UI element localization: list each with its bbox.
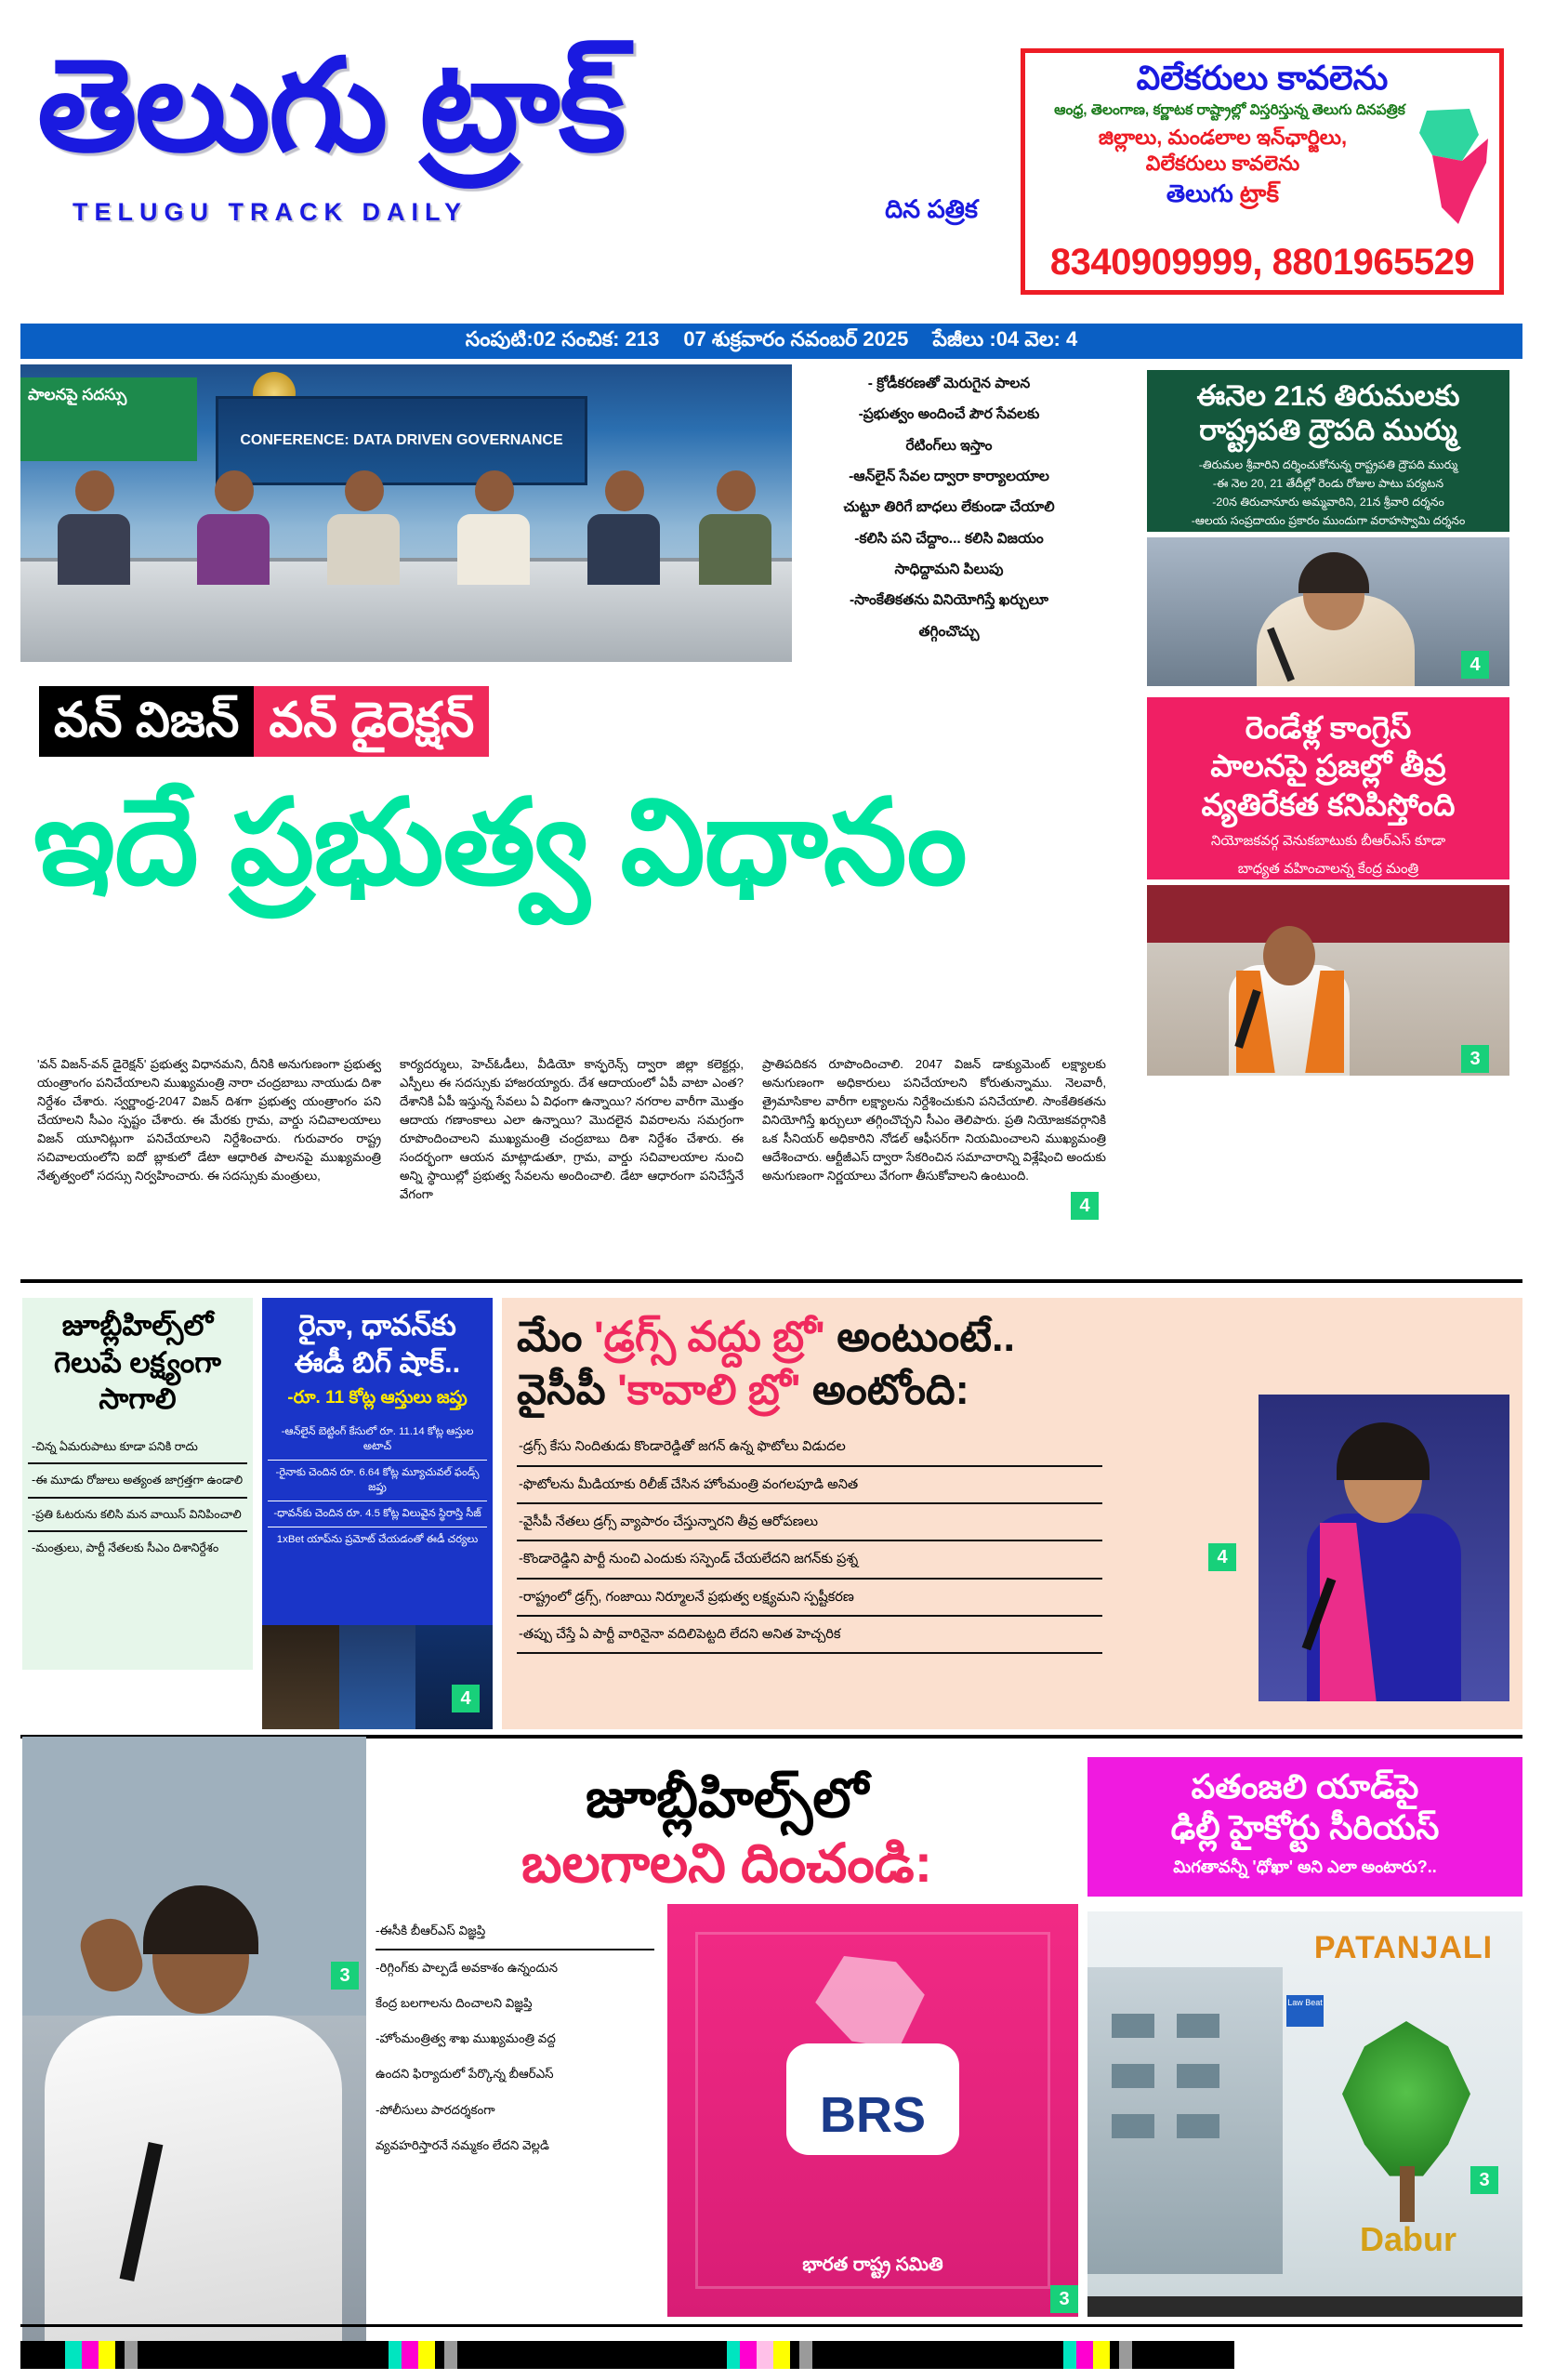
- page-badge[interactable]: 3: [1461, 1045, 1489, 1073]
- kicker-red: వన్ డైరెక్షన్: [254, 686, 489, 757]
- peachbox-bullet: -ఫొటోలను మీడియాకు రిలీజ్ చేసిన హోంమంత్రి వంగలపూడి అనిత: [517, 1467, 1102, 1504]
- mintbox-bullets: [28, 1431, 247, 1564]
- photo-footer-strip: [1087, 2296, 1522, 2317]
- dabur-brand-text: Dabur: [1359, 2220, 1456, 2258]
- lead-bullet: - క్రోడీకరణతో మెరుగైన పాలన: [867, 376, 1031, 391]
- kicker-black: వన్ విజన్: [39, 686, 254, 757]
- colorbar-segment: [65, 2341, 82, 2369]
- mintbox-headline-line2: గెలుపే లక్ష్యంగా: [54, 1345, 221, 1379]
- bottom-divider: [20, 2324, 1522, 2327]
- jubilee-forces-headline: [376, 1766, 1078, 1896]
- lead-bullet: రేటింగ్‌లు ఇస్తాం: [905, 437, 993, 454]
- mintbox-bullet: -చిన్న ఏమరుపాటు కూడా పనికి రాదు: [28, 1431, 247, 1464]
- greenbox-bullet: -ఈ నెల 20, 21 తేదీల్లో రెండు రోజుల పాటు పర్యటన: [1212, 477, 1444, 491]
- pages-price: పేజీలు :04 వెల: 4: [932, 326, 1078, 350]
- lead-bullet: -ఆన్‌లైన్ సేవల ద్వారా కార్యాలయాల: [849, 468, 1049, 484]
- volume-issue: సంపుటి:02 సంచిక: 213: [465, 326, 660, 350]
- colorbar-segment: [115, 2341, 125, 2369]
- ed-raina-dhawan-box[interactable]: [262, 1298, 493, 1670]
- mintbox-bullet: -ఈ మూడు రోజులు అత్యంత జాగ్రత్తగా ఉండాలి: [28, 1464, 247, 1498]
- colorbar-segment: [1119, 2341, 1132, 2369]
- jh-bullet: -రిగ్గింగ్‌కు పాల్పడే అవకాశం ఉన్నందున: [376, 1961, 558, 1976]
- logo-title: తెలుగు ట్రాక్: [37, 34, 625, 178]
- greenbox-headline-line1: ఈనెల 21న తిరుమలకు: [1196, 379, 1460, 412]
- bluebox-headline-line2: ఈడీ బిగ్ షాక్..: [294, 1345, 461, 1379]
- colorbar-segment: [1093, 2341, 1110, 2369]
- colorbar-segment: [82, 2341, 99, 2369]
- peach-h-hl1: 'డ్రగ్స్ వద్దు బ్రో': [593, 1313, 825, 1360]
- lead-bullet: -కలిసి పని చేద్దాం... కలిసి విజయం: [854, 530, 1044, 547]
- tree-icon: [1337, 2021, 1476, 2179]
- date-bar: [20, 324, 1522, 359]
- peachbox-bullets: [517, 1429, 1102, 1654]
- colorbar-segment: [457, 2341, 727, 2369]
- revanth-reddy-photo: [22, 1737, 366, 2350]
- colorbar-segment: [138, 2341, 389, 2369]
- colorbar-segment: [740, 2341, 757, 2369]
- colorbar-segment: [125, 2341, 138, 2369]
- print-registration-colorbar: [20, 2339, 1522, 2371]
- lead-bullet: తగ్గించొచ్చు: [918, 623, 980, 640]
- anitha-minister-photo: [1259, 1395, 1509, 1701]
- patanjali-court-box[interactable]: [1087, 1757, 1522, 1897]
- newspaper-logo[interactable]: [37, 34, 995, 256]
- body-column-3: ప్రాతిపదికన రూపొందించాలి. 2047 విజన్ డాక్యుమెంట్ లక్ష్యాలకు అనుగుణంగా అధికారులు పనిచేయాలని కోరుతున్నాము. నెలవారీ, త్రైమాసికాల వారీగా లక్ష్యాలను నిర్దేశించుకుని పనిచేయాలి. సాంకేతికతను వినియోగిస్తే ఖర్చులూ తగ్గించొచ్చని సీఎం తెలిపారు. ప్రతి నియోజకవర్గానికి ఒక సీనియర్ అధికారిని నోడల్ ఆఫీసర్‌గా నియమించాలని ముఖ్యమంత్రి ఆదేశించారు. ఆర్టీజీఎస్ ద్వారా సేకరించిన సమాచారాన్ని విశ్లేషించి అందుకు అనుగుణంగా నిర్ణయాలు వేగంగా తీసుకోవాలని ఉంటుంది.: [762, 1057, 1106, 1183]
- ad-headline: విలేకరులు కావలెను: [1136, 59, 1389, 97]
- pinkbox-sub-line1: నియోజకవర్గ వెనుకబాటుకు బీఆర్ఎస్ కూడా: [1210, 832, 1446, 849]
- bluebox-bullet: -రైనాకు చెందిన రూ. 6.64 కోట్ల మ్యూచువల్ ఫండ్స్ జప్తు: [268, 1461, 487, 1501]
- peach-h-p2: అంటుంటే..: [824, 1313, 1015, 1360]
- bluebox-bullet: -ఆన్‌లైన్ బెట్టింగ్ కేసులో రూ. 11.14 కోట్ల ఆస్తుల అటాచ్: [268, 1420, 487, 1461]
- mintbox-bullet: -ప్రతి ఓటరును కలిసి మన వాయిస్ వినిపించాలి: [28, 1499, 247, 1532]
- page-badge[interactable]: 3: [331, 1962, 359, 1990]
- colorbar-segment: [99, 2341, 115, 2369]
- logo-dinapatrika: దిన పత్రిక: [885, 195, 978, 223]
- colorbar-segment: [418, 2341, 435, 2369]
- mintbox-bullet: -మంత్రులు, పార్టీ నేతలకు సీఎం దిశానిర్దేశం: [32, 1540, 219, 1554]
- patanjali-dabur-graphic: [1087, 1911, 1522, 2317]
- colorbar-segment: [727, 2341, 740, 2369]
- jh-bullet: -పోలీసులు పారదర్శకంగా: [376, 2102, 495, 2117]
- jh-bullet: వ్యవహరిస్తారనే నమ్మకం లేదని వెల్లడి: [376, 2137, 549, 2152]
- colorbar-segment: [20, 2341, 65, 2369]
- greenbox-bullet: -ఆలయ సంప్రదాయం ప్రకారం ముందుగా వరాహస్వామి దర్శనం: [1191, 514, 1466, 528]
- page-badge[interactable]: 3: [1050, 2285, 1078, 2313]
- greenbox-bullet: -20న తిరుచానూరు అమ్మవారిని, 21న శ్రీవారి దర్శనం: [1212, 496, 1444, 509]
- colorbar-segment: [812, 2341, 1063, 2369]
- conference-screen-text: CONFERENCE: DATA DRIVEN GOVERNANCE: [216, 396, 587, 485]
- colorbar-segment: [389, 2341, 402, 2369]
- jh-bullet: ఉందని ఫిర్యాదులో పేర్కొన్న బీఆర్ఎస్: [376, 2067, 554, 2082]
- ad-brand-a: తెలుగు: [1166, 179, 1233, 208]
- mintbox-headline-line1: జూబ్లీహిల్స్‌లో: [61, 1309, 214, 1342]
- pinkbox-headline-line1: రెండేళ్ల కాంగ్రెస్: [1245, 710, 1412, 745]
- colorbar-segment: [799, 2341, 812, 2369]
- lead-conference-photo: [20, 364, 792, 662]
- ad-line3: జిల్లాలు, మండలాల ఇన్‌ఛార్జిలు,: [1098, 126, 1348, 150]
- magenta-headline-line1: పతంజలి యాడ్‌పై: [1191, 1767, 1419, 1805]
- masthead: [0, 0, 1542, 307]
- jh-bullet: కేంద్ర బలగాలను దించాలని విజ్ఞప్తి: [376, 1996, 533, 2011]
- peach-h-hl2: 'కావాలి బ్రో': [617, 1365, 801, 1413]
- mintbox-headline-line3: సాగాలి: [99, 1382, 177, 1416]
- greenbox-bullets: [1154, 456, 1502, 549]
- headline-kicker: [39, 686, 489, 757]
- bluebox-bullet: 1xBet యాప్‌ను ప్రమోట్ చేయడంతో ఈడీ చర్యలు: [276, 1534, 479, 1546]
- photo-banner-left: పాలనపై సదస్సు: [20, 377, 197, 461]
- logo-subtitle: TELUGU TRACK DAILY: [72, 198, 468, 226]
- peachbox-bullet: -రాష్ట్రంలో డ్రగ్స్, గంజాయి నిర్మూలనే ప్రభుత్వ లక్ష్యమని స్పష్టీకరణ: [517, 1580, 1102, 1617]
- lead-story-body: [37, 1055, 1106, 1227]
- kishan-reddy-photo: [1147, 885, 1509, 1076]
- bluebox-bullets: [268, 1420, 487, 1553]
- colorbar-segment: [1110, 2341, 1119, 2369]
- bluebox-bullet: -ధావన్‌కు చెందిన రూ. 4.5 కోట్ల విలువైన స్థిరాస్తి సీజ్: [268, 1501, 487, 1527]
- jubilee-hills-target-box[interactable]: [22, 1298, 253, 1670]
- publication-date: 07 శుక్రవారం నవంబర్ 2025: [683, 326, 909, 350]
- ad-line4: విలేకరులు కావలెను: [1145, 151, 1300, 175]
- patanjali-brand-text: PATANJALI: [1313, 1930, 1494, 1965]
- main-headline: ఇదే ప్రభుత్వ విధానం: [33, 776, 967, 909]
- section-divider: [20, 1279, 1522, 1283]
- lead-bullet: -ప్రభుత్వం అందించే పౌర సేవలకు: [858, 406, 1040, 423]
- lead-bullet: -సాంకేతికతను వినియోగిస్తే ఖర్చులూ: [850, 592, 1048, 609]
- page-badge[interactable]: 4: [1208, 1543, 1236, 1571]
- colorbar-segment: [1132, 2341, 1234, 2369]
- page-badge[interactable]: 4: [452, 1685, 480, 1712]
- colorbar-segment: [444, 2341, 457, 2369]
- page-badge[interactable]: 4: [1071, 1192, 1099, 1220]
- colorbar-segment: [790, 2341, 799, 2369]
- magenta-subhead: మిగతావన్నీ 'ధోఖా' అని ఎలా అంటారు?..: [1173, 1857, 1437, 1876]
- lead-bullet-list: [801, 368, 1097, 662]
- peach-h-p1: మేం: [517, 1313, 594, 1360]
- colorbar-segment: [757, 2341, 773, 2369]
- pinkbox-headline-line2: పాలనపై ప్రజల్లో తీవ్ర: [1210, 748, 1446, 784]
- brs-logo-text: BRS: [819, 2087, 926, 2143]
- president-photo: [1147, 537, 1509, 686]
- colorbar-segment: [773, 2341, 790, 2369]
- recruitment-ad-box[interactable]: [1021, 48, 1504, 295]
- body-column-1: 'వన్ విజన్-వన్ డైరెక్షన్' ప్రభుత్వ విధానమని, దీనికి అనుగుణంగా ప్రభుత్వ యంత్రాంగం పనిచేయాలని ముఖ్యమంత్రి నారా చంద్రబాబు నాయుడు దిశా నిర్దేశం చేశారు. స్వర్ణాంధ్ర-2047 విజన్ దిశగా ప్రభుత్వ యంత్రాంగం పని చేయాలని సీఎం స్పష్టం చేశారు. ఈ మేరకు గ్రామ, వార్డు సచివాలయాలు విజన్ యూనిట్లుగా పనిచేయాలని నిర్దేశించారు. గురువారం రాష్ట్ర సచివాలయంలోని ఐదో బ్లాకులో డేటా ఆధారిత పాలనపై ముఖ్యమంత్రి నేతృత్వంలో సదస్సు నిర్వహించారు. ఈ సదస్సుకు మంత్రులు,: [37, 1057, 381, 1183]
- bluebox-headline-line1: రైనా, ధావన్‌కు: [298, 1309, 456, 1342]
- jh-bullet: -ఈసీకి బీఆర్ఎస్ విజ్ఞప్తి: [376, 1913, 654, 1950]
- law-beat-badge: Law Beat: [1286, 1995, 1324, 2027]
- jh-headline-line2: బలగాలని దించండి:: [521, 1832, 933, 1894]
- brs-caption: భారత రాష్ట్ర సమితి: [802, 2254, 943, 2275]
- ad-phone-numbers[interactable]: 8340909999, 8801965529: [1025, 234, 1499, 290]
- president-tirumala-headline-box[interactable]: [1147, 370, 1509, 532]
- pinkbox-headline-line3: వ్యతిరేకత కనిపిస్తోంది: [1201, 787, 1456, 822]
- drugs-ycp-box[interactable]: [502, 1298, 1522, 1729]
- congress-opposition-box[interactable]: [1147, 697, 1509, 879]
- brs-party-graphic: [667, 1904, 1078, 2317]
- colorbar-segment: [402, 2341, 418, 2369]
- cricketers-photo-strip: [262, 1625, 493, 1729]
- bluebox-subhead: -రూ. 11 కోట్ల ఆస్తులు జప్తు: [287, 1388, 468, 1408]
- peachbox-bullet: -డ్రగ్స్ కేసు నిందితుడు కొండారెడ్డితో జగన్ ఉన్న ఫొటోలు విడుదల: [517, 1429, 1102, 1466]
- colorbar-segment: [1063, 2341, 1076, 2369]
- peachbox-bullet: -వైసీపీ నేతలు డ్రగ్స్ వ్యాపారం చేస్తున్నారని తీవ్ర ఆరోపణలు: [517, 1504, 1102, 1541]
- greenbox-bullet: -తిరుమల శ్రీవారిని దర్శించుకోనున్న రాష్ట్రపతి ద్రౌపది ముర్ము: [1198, 458, 1458, 472]
- peach-h-p4: అంటోంది:: [800, 1365, 969, 1413]
- ad-brand-b: ట్రాక్: [1239, 179, 1280, 208]
- jubilee-forces-bullets: [376, 1913, 654, 2163]
- peach-h-p3: వైసీపీ: [517, 1365, 618, 1413]
- colorbar-segment: [435, 2341, 444, 2369]
- lead-bullet: చుట్టూ తిరిగే బాధలు లేకుండా చేయాలి: [843, 499, 1055, 516]
- colorbar-segment: [1076, 2341, 1093, 2369]
- peachbox-bullet: -కొండారెడ్డిని పార్టీ నుంచి ఎందుకు సస్పెండ్ చేయలేదని జగన్‌కు ప్రశ్న: [517, 1541, 1102, 1579]
- ad-line2: ఆంధ్ర, తెలంగాణ, కర్ణాటక రాష్ట్రాల్లో విస్తరిస్తున్న తెలుగు దినపత్రిక: [1054, 101, 1405, 118]
- body-column-2: కార్యదర్శులు, హెచ్‌ఓడీలు, వీడియో కాన్ఫరెన్స్ ద్వారా జిల్లా కలెక్టర్లు, ఎస్పీలు ఈ సదస్సుకు హాజరయ్యారు. దేశ ఆదాయంలో ఏపీ వాటా ఎంత? దేశానికి ఏపీ ఇస్తున్న సేవలు ఏ విధంగా ఉన్నాయి? నగరాల వారీగా మొత్తం ఆదాయ గణాంకాలు ఎలా ఉన్నాయి? మొదలైన వివరాలను సమగ్రంగా రూపొందించాలని ముఖ్యమంత్రి చంద్రబాబు దిశా నిర్దేశం చేశారు. ఈ సందర్భంగా ఆయన మాట్లాడుతూ, గ్రామ, వార్డు సచివాలయాల నుంచి అన్ని స్థాయిల్లో ప్రభుత్వ సేవలను అందించాలి. డేటా ఆధారంగా పనిచేస్తేనే వేగంగా: [400, 1057, 744, 1202]
- peachbox-headline-line1: [517, 1311, 1508, 1364]
- page-badge[interactable]: 3: [1470, 2166, 1498, 2194]
- greenbox-headline-line2: రాష్ట్రపతి ద్రౌపది ముర్ము: [1199, 413, 1457, 446]
- pinkbox-sub-line2: బాధ్యత వహించాలన్న కేంద్ర మంత్రి: [1237, 860, 1419, 877]
- jh-headline-line1: జూబ్లీహిల్స్‌లో: [585, 1768, 869, 1829]
- peachbox-bullet: -తప్పు చేస్తే ఏ పార్టీ వారినైనా వదిలిపెట్టది లేదని అనిత హెచ్చరిక: [517, 1617, 1102, 1654]
- jh-bullet: -హోంమంత్రిత్వ శాఖ ముఖ్యమంత్రి వద్ద: [376, 2031, 556, 2046]
- lead-bullet: సాధిద్దామని పిలుపు: [894, 561, 1004, 577]
- ap-telangana-map-icon: [1414, 107, 1492, 228]
- magenta-headline-line2: ఢిల్లీ హైకోర్టు సీరియస్: [1170, 1807, 1440, 1846]
- page-badge[interactable]: 4: [1461, 651, 1489, 679]
